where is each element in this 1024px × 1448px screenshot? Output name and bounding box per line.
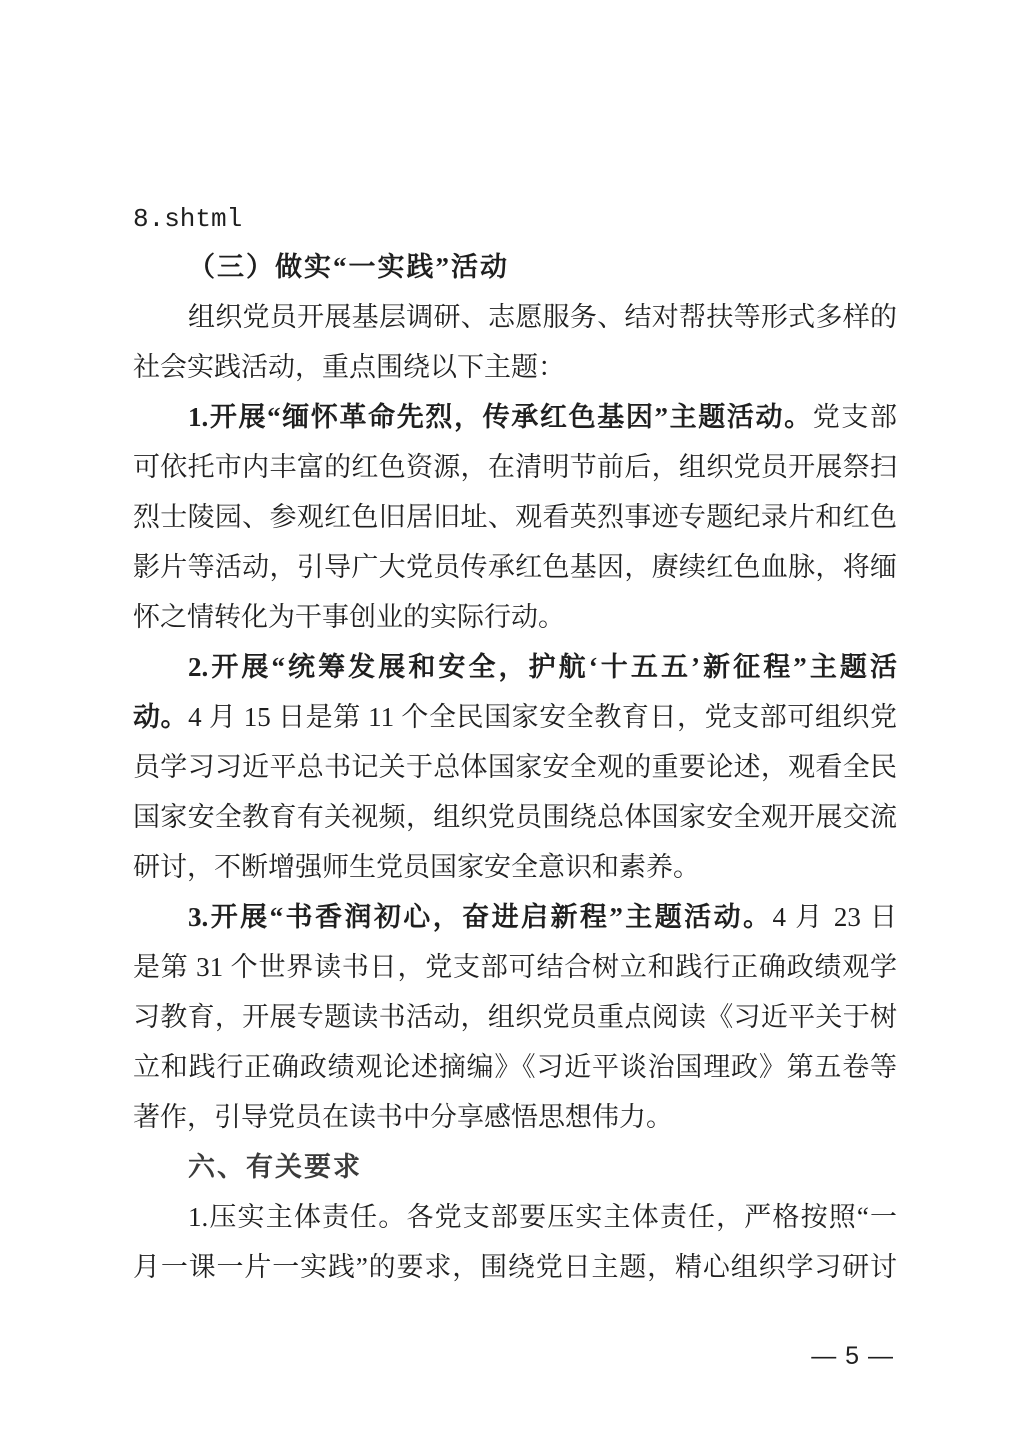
text-line [133, 292, 897, 342]
text-line [133, 642, 897, 692]
text-run: 3.开展“书香润初心，奋进启新程”主题活动。 [188, 902, 773, 932]
text-run: 组织党员开展基层调研、志愿服务、结对帮扶等形式多样的 [188, 302, 897, 332]
text-line [133, 592, 897, 642]
text-run: 怀之情转化为干事创业的实际行动。 [133, 602, 565, 632]
text-run: 国家安全教育有关视频，组织党员围绕总体国家安全观开展交流 [133, 802, 897, 832]
text-run: 4 月 23 日 [772, 902, 898, 932]
text-run: 是第 31 个世界读书日，党支部可结合树立和践行正确政绩观学 [133, 952, 897, 982]
text-line [133, 1242, 897, 1292]
text-line [133, 892, 897, 942]
text-line [133, 692, 897, 742]
text-run: 六、有关要求 [188, 1152, 362, 1182]
text-run: 可依托市内丰富的红色资源，在清明节前后，组织党员开展祭扫 [133, 452, 897, 482]
text-line [133, 392, 897, 442]
text-line [133, 442, 897, 492]
text-line [133, 792, 897, 842]
text-run: 烈士陵园、参观红色旧居旧址、观看英烈事迹专题纪录片和红色 [133, 502, 897, 532]
text-run: 月一课一片一实践”的要求，围绕党日主题，精心组织学习研讨 [133, 1252, 897, 1282]
text-run: 8.shtml [133, 204, 243, 234]
section-heading [133, 1142, 897, 1192]
text-line [133, 342, 897, 392]
text-run: （三）做实“一实践”活动 [188, 252, 509, 282]
text-line [133, 942, 897, 992]
text-line [133, 992, 897, 1042]
page-number: — 5 — [811, 1342, 894, 1370]
subsection-heading [133, 242, 897, 292]
text-run: 著作，引导党员在读书中分享感悟思想伟力。 [133, 1102, 673, 1132]
text-line [133, 842, 897, 892]
text-run: 4 月 15 日是第 11 个全民国家安全教育日，党支部可组织党 [188, 702, 897, 732]
text-line [133, 1192, 897, 1242]
text-line [133, 542, 897, 592]
text-run: 研讨，不断增强师生党员国家安全意识和素养。 [133, 852, 700, 882]
text-line [133, 1042, 897, 1092]
text-run: 党支部 [812, 402, 898, 432]
text-run: 1.开展“缅怀革命先烈，传承红色基因”主题活动。 [188, 402, 813, 432]
text-run: 1.压实主体责任。 [188, 1202, 407, 1232]
text-run: 影片等活动，引导广大党员传承红色基因，赓续红色血脉，将缅 [133, 552, 897, 582]
text-run: 各党支部要压实主体责任，严格按照“一 [406, 1202, 898, 1232]
text-run: 社会实践活动，重点围绕以下主题： [133, 352, 565, 382]
text-run: 2.开展“统筹发展和安全，护航‘十五五’新征程”主题活 [188, 652, 897, 682]
text-run: 习教育，开展专题读书活动，组织党员重点阅读《习近平关于树 [133, 1002, 897, 1032]
text-run: 立和践行正确政绩观论述摘编》《习近平谈治国理政》第五卷等 [133, 1052, 897, 1082]
text-line [133, 1092, 897, 1142]
filename-text [133, 192, 897, 242]
document-body [133, 192, 897, 1292]
text-run: 动。 [133, 702, 189, 732]
text-run: 员学习习近平总书记关于总体国家安全观的重要论述，观看全民 [133, 752, 897, 782]
text-line [133, 742, 897, 792]
text-line [133, 492, 897, 542]
